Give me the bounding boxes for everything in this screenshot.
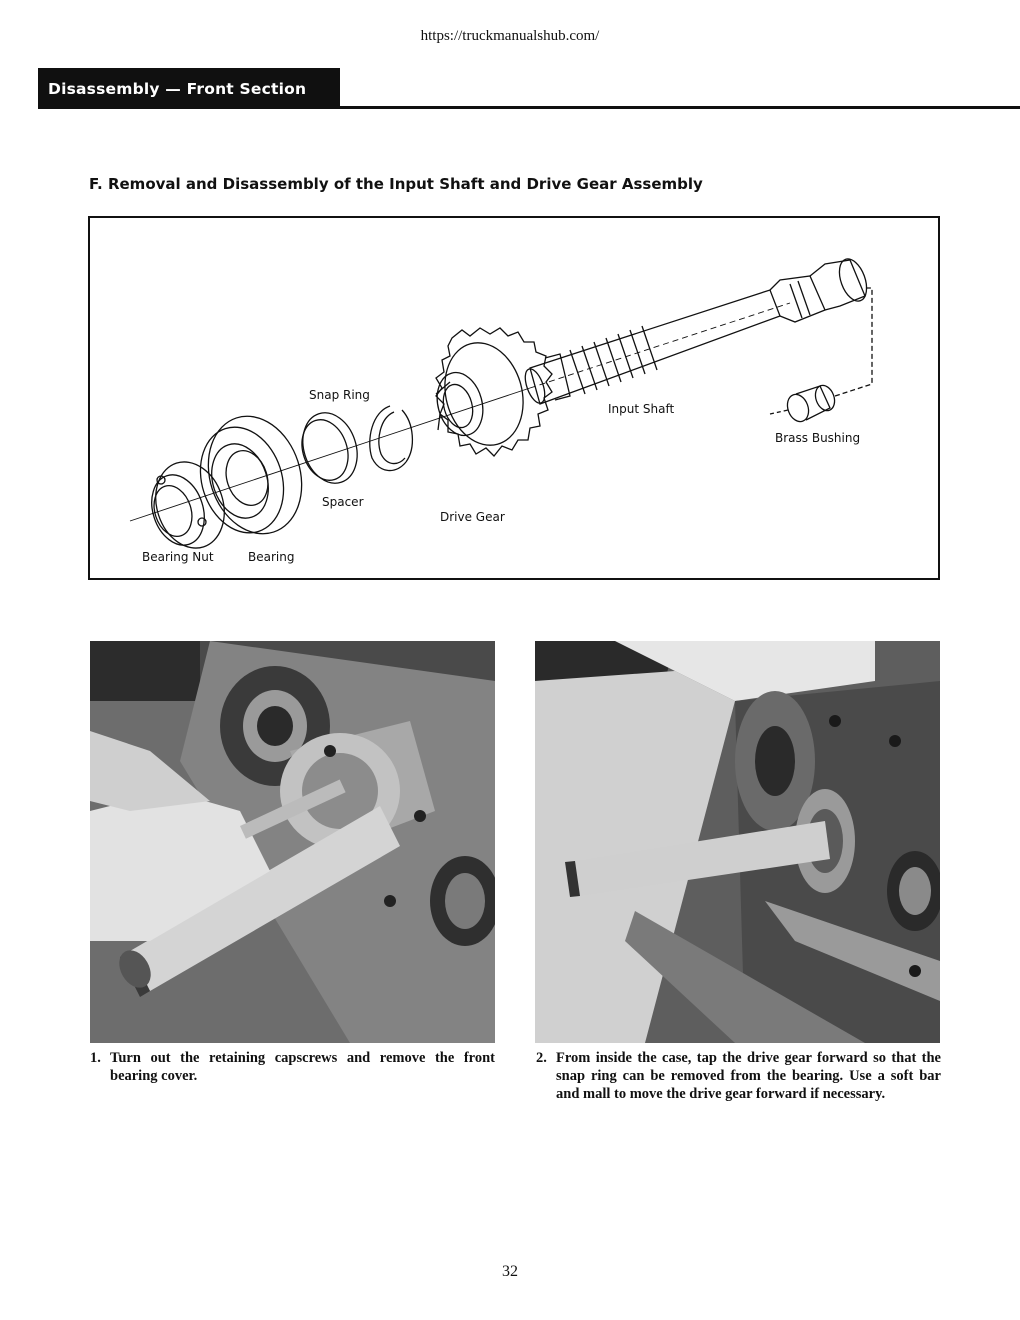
step-2-text: From inside the case, tap the drive gear forward so that the snap ring can be removed from the bearing. Use a soft bar and mall to move the drive gear forward if necessary. bbox=[556, 1050, 941, 1102]
snap-ring-shape bbox=[370, 406, 413, 471]
drive-gear-shape bbox=[430, 328, 552, 456]
section-rule bbox=[38, 106, 1020, 109]
step-1-number: 1. bbox=[90, 1050, 101, 1066]
step-2-caption bbox=[536, 1049, 941, 1103]
brass-bushing-shape bbox=[770, 288, 872, 425]
label-input-shaft: Input Shaft bbox=[608, 402, 675, 416]
section-title-bar bbox=[38, 68, 340, 109]
procedure-heading: F. Removal and Disassembly of the Input Shaft and Drive Gear Assembly bbox=[89, 175, 703, 193]
spacer-shape bbox=[294, 406, 366, 491]
step-1-text: Turn out the retaining capscrews and remove the front bearing cover. bbox=[110, 1050, 495, 1084]
label-snap-ring: Snap Ring bbox=[309, 388, 370, 402]
step-1-caption bbox=[90, 1049, 495, 1085]
exploded-view-diagram bbox=[88, 216, 940, 580]
bearing-nut-shape bbox=[143, 453, 235, 557]
label-spacer: Spacer bbox=[322, 495, 364, 509]
label-drive-gear: Drive Gear bbox=[440, 510, 505, 524]
label-brass-bushing: Brass Bushing bbox=[775, 431, 861, 445]
page-number: 32 bbox=[502, 1263, 518, 1280]
section-title: Disassembly — Front Section bbox=[48, 79, 307, 98]
label-bearing: Bearing bbox=[248, 550, 295, 564]
photo-tap-drive-gear bbox=[535, 641, 940, 1043]
bearing-shape bbox=[187, 404, 316, 546]
source-url: https://truckmanualshub.com/ bbox=[420, 28, 600, 44]
photo-remove-bearing-cover bbox=[90, 641, 495, 1043]
step-2-number: 2. bbox=[536, 1050, 547, 1066]
input-shaft-shape bbox=[521, 255, 871, 405]
label-bearing-nut: Bearing Nut bbox=[142, 550, 214, 564]
